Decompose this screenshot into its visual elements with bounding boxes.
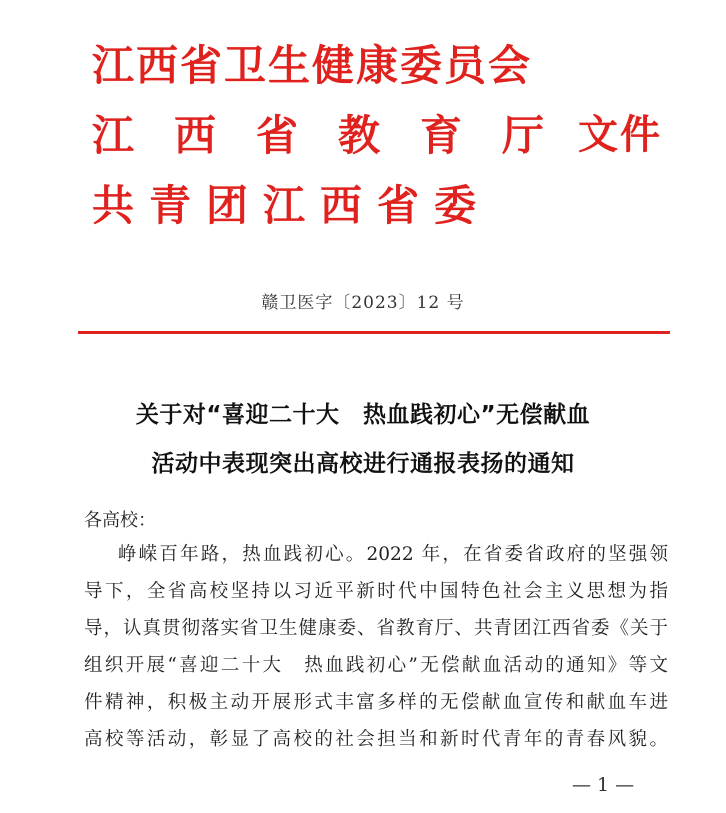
issuer-youth-league: 共青团江西省委 bbox=[92, 181, 492, 230]
notice-title-line-1: 关于对“喜迎二十大 热血践初心”无偿献血 bbox=[135, 402, 591, 428]
body-line: 件精神，积极主动开展形式丰富多样的无偿献血宣传和献血车进 bbox=[84, 692, 668, 713]
body-line: 峥嵘百年路，热血践初心。2022 年，在省委省政府的坚强领 bbox=[118, 544, 668, 565]
document-number: 赣卫医字〔2023〕12 号 bbox=[261, 293, 465, 313]
document-label: 文件 bbox=[578, 112, 662, 158]
issuer-health-commission: 江西省卫生健康委员会 bbox=[92, 41, 533, 90]
body-line: 组织开展“喜迎二十大 热血践初心”无偿献血活动的通知》等文 bbox=[84, 655, 668, 676]
issuer-education-department: 江西省教育厅 bbox=[92, 111, 585, 160]
page-number: — 1 — bbox=[572, 774, 635, 796]
salutation: 各高校： bbox=[84, 510, 156, 531]
body-line: 导下，全省高校坚持以习近平新时代中国特色社会主义思想为指 bbox=[84, 581, 668, 602]
red-divider-line bbox=[78, 331, 670, 334]
notice-title-line-2: 活动中表现突出高校进行通报表扬的通知 bbox=[151, 451, 575, 477]
body-line: 高校等活动，彰显了高校的社会担当和新时代青年的青春风貌。 bbox=[84, 729, 668, 750]
body-line: 导，认真贯彻落实省卫生健康委、省教育厅、共青团江西省委《关于 bbox=[84, 618, 668, 639]
